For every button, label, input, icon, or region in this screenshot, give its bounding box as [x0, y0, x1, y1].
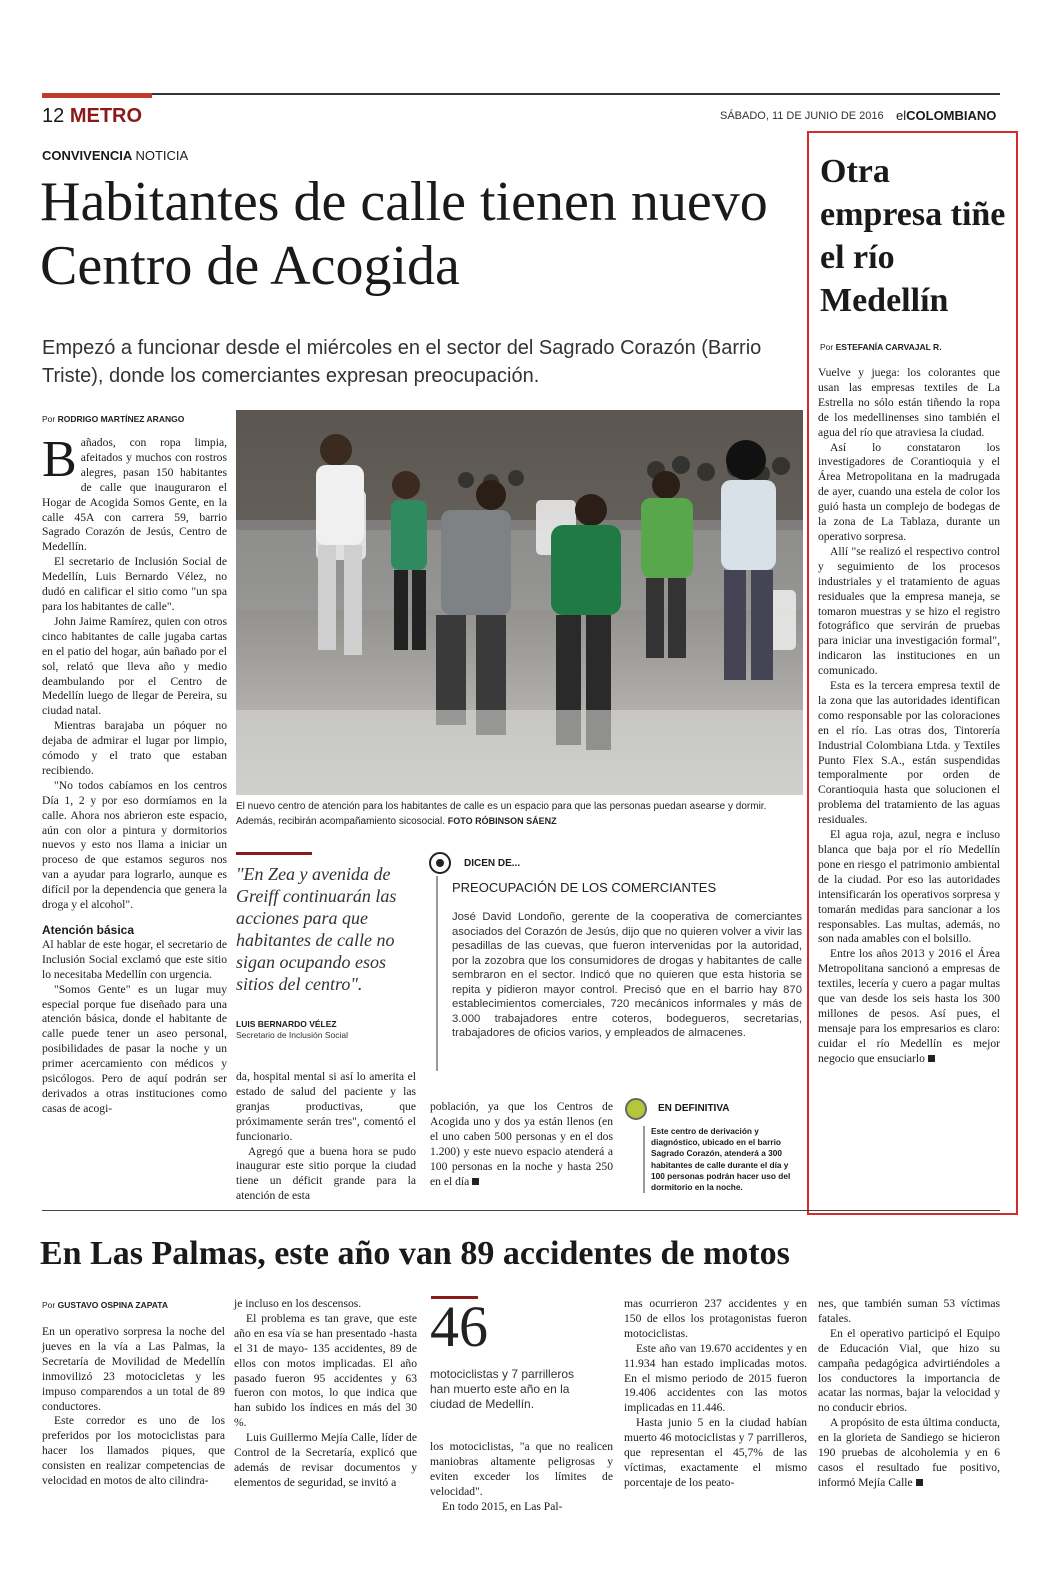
paragraph: Este año van 19.670 accidentes y en 11.934 han estado implicadas motos. En el mismo periodo de 2015 fueron 19.406 accidentes con las motos implicadas en 11.446.	[624, 1341, 807, 1415]
checkered-icon	[625, 1098, 647, 1120]
end-mark	[472, 1178, 479, 1185]
stat-caption: motociclistas y 7 parrilleros han muerto este año en la ciudad de Medellín.	[430, 1367, 575, 1411]
main-headline: Habitantes de calle tienen nuevo Centro de Acogida	[40, 171, 768, 297]
main-column-2	[236, 1070, 416, 1204]
dropcap: B	[42, 431, 77, 488]
main-subhead: Empezó a funcionar desde el miércoles en el sector del Sagrado Corazón (Barrio Triste), donde los comerciantes expresan preocupación.	[42, 337, 762, 387]
paragraph: Así lo constataron los investigadores de Corantioquia y el Área Metropolitana en la madrugada de ayer, cuando una estela de color los guió hasta un complejo de bodegas de la zona de La Tablaza, durante un operativo sorpresa.	[818, 440, 1000, 543]
paragraph: Al hablar de este hogar, el secretario de Inclusión Social exclamó que este sitio lo necesitaba Medellín con urgencia.	[42, 937, 227, 981]
section-divider	[42, 1210, 1000, 1211]
second-column-3	[430, 1440, 613, 1515]
issue-date: SÁBADO, 11 DE JUNIO DE 2016	[720, 110, 884, 122]
paragraph: Este corredor es uno de los preferidos por los motociclistas para hacer los llamados piques, que consisten en realizar competencias de velocidad en motos de alto cilindra-	[42, 1414, 225, 1488]
paragraph: Esta es la tercera empresa textil de la zona que las autoridades identifican como responsable por las coloraciones en el río. Las otras dos, Tintorería Industrial Colombiana Ltda. y Textiles Punto Flex S.A., están suspendidas temporalmente por orden de Corantioquia hasta que solucionen el problema del tratamiento de las aguas residuales.	[818, 679, 1000, 827]
header-rule	[42, 93, 1000, 95]
section-accent-bar	[42, 93, 152, 98]
end-mark	[916, 1479, 923, 1486]
paragraph: Hasta junio 5 en la ciudad habían muerto 46 motociclistas y 7 parrilleros, que representan el 45,7% de las víctimas, exactamente el mismo porcentaje de los peato-	[624, 1416, 807, 1489]
paragraph: Vuelve y juega: los colorantes que usan las empresas textiles de La Estrella no sólo están tiñendo la ropa de los medellinenses sino también el agua del río que atraviesa la ciudad.	[818, 366, 1000, 439]
sidebar-headline: Otra empresa tiñe el río Medellín	[820, 153, 1006, 319]
paragraph: da, hospital mental si así lo amerita el estado de salud del paciente y las granjas productivas, que próximamente serán tres", comentó el funcionario.	[236, 1070, 416, 1143]
quote-bubble-icon	[429, 852, 451, 874]
section-subhead: Atención básica	[42, 923, 135, 937]
main-column-1	[42, 431, 227, 1117]
author-name: ESTEFANÍA CARVAJAL R.	[835, 342, 942, 352]
paragraph: "No todos cabíamos en los centros Día 1, 2 y por eso dormíamos en la calle. Ahora nos abrieron este espacio, aún con olor a pintura y dormitorios nuevos y esto nos llama a iniciar un proceso de que estamos seguros nos van a ayudar para lograrlo, aunque es difícil por la dependencia que genera la droga y el alcohol".	[42, 778, 227, 912]
stat-number: 46	[430, 1294, 488, 1359]
article-photo	[236, 410, 803, 795]
paragraph: Bañados, con ropa limpia, afeitados y muchos con rostros alegres, pasan 150 habitantes de calle que inauguraron el Hogar de Acogida Somos Gente, en la calle 45A con carrera 59, barrio Sagrado Corazón de Jesús, Centro de Medellín.	[42, 431, 227, 554]
paragraph: En el operativo participó el Equipo de Educación Vial, que hizo su campaña pedagógica advirtiéndoles a los conductores la importancia de acatar las normas, bajar la velocidad y no conducir ebrios.	[818, 1326, 1000, 1415]
photo-credit: FOTO RÓBINSON SÁENZ	[447, 816, 557, 826]
page-header	[42, 105, 142, 128]
page-number: 12	[42, 105, 65, 127]
endef-label: EN DEFINITIVA	[658, 1103, 730, 1114]
paragraph: je incluso en los descensos.	[234, 1297, 362, 1310]
paragraph: El agua roja, azul, negra e incluso blanca que baja por el río Medellín pone en riesgo el patrimonio ambiental de la ciudad. Por eso las autoridades intensificarán los operativos sorpresa y tomarán medidas para sancionar a los responsables. Las multas, además, no son nada amables con el bolsillo.	[818, 828, 1000, 946]
dicen-body: José David Londoño, gerente de la cooperativa de comerciantes asociados del Corazón de Jesús, dijo que no quieren volver a vivir las pesadillas de las cuevas, que fueron intervenidas por la autoridad, por la zozobra que los consumidores de drogas y habitantes de calle sembraron en el sector. Indicó que no quieren que esta historia se repita y pidieron mayor control. Precisó que en el barrio hay 870 establecimientos comerciales, 720 mecánicos informales y más de 3.000 trabajadores entre coteros, bodegueros, secretarias, trabajadores de oficios varios, y empleados de almacenes.	[452, 911, 802, 1039]
quote-accent-bar	[236, 852, 312, 855]
second-column-4	[624, 1297, 807, 1491]
second-column-1	[42, 1325, 225, 1489]
main-column-3	[430, 1100, 613, 1189]
dicen-side-rule	[436, 876, 438, 1071]
paragraph: población, ya que los Centros de Acogida uno y dos ya están llenos (en el uno caben 500 personas y en el dos 1.200) y este nuevo espacio atenderá a 100 personas en la noche y hasta 250 en el día	[430, 1100, 613, 1188]
paragraph: Luis Guillermo Mejía Calle, líder de Control de la Secretaría, explicó que además de revisar documentos y elementos de seguridad, se invitó a	[234, 1431, 417, 1489]
quote-author: LUIS BERNARDO VÉLEZ	[236, 1019, 337, 1029]
endef-box: Este centro de derivación y diagnóstico, ubicado en el barrio Sagrado Corazón, atenderá a 300 habitantes de calle durante el día y 100 personas podrán hacer uso del dormitorio en la noche.	[643, 1126, 801, 1193]
quote-author-role: Secretario de Inclusión Social	[236, 1030, 348, 1040]
end-mark	[928, 1055, 935, 1062]
author-name: GUSTAVO OSPINA ZAPATA	[57, 1300, 168, 1310]
second-byline: Por GUSTAVO OSPINA ZAPATA	[42, 1300, 168, 1310]
paragraph: En todo 2015, en Las Pal-	[442, 1499, 563, 1513]
second-headline: En Las Palmas, este año van 89 accidentes de motos	[40, 1235, 790, 1272]
sidebar-body	[818, 366, 1000, 1067]
paragraph: nes, que también suman 53 víctimas fatales.	[818, 1297, 1000, 1325]
main-byline: Por RODRIGO MARTÍNEZ ARANGO	[42, 414, 185, 424]
second-column-5	[818, 1297, 1000, 1491]
paragraph: A propósito de esta última conducta, en la glorieta de Sandiego se hicieron 190 pruebas de alcoholemia y en 6 casos el resultado fue positivo, informó Mejía Calle	[818, 1416, 1000, 1489]
section-name: METRO	[69, 105, 143, 127]
paragraph: El problema es tan grave, que este año en esa vía se han presentado -hasta el 31 de mayo- 135 accidentes, 89 de ellos con motos implicadas. El año pasado fueron 95 accidentes y 63 fueron con motos, lo que indica que han subido los índices en más del 30 %.	[234, 1311, 417, 1430]
kicker-type: NOTICIA	[135, 148, 189, 163]
paragraph: John Jaime Ramírez, quien con otros cinco habitantes de calle jugaba cartas en el patio del hogar, aún bañado por el sol, relató que lleva año y medio deambulando por el Centro de Medellín luego de llegar de Pereira, su ciudad natal.	[42, 614, 227, 718]
photo-caption: El nuevo centro de atención para los habitantes de calle es un espacio para que las personas puedan asearse y dormir. Además, recibirán acompañamiento sicosocial. FOTO RÓBINSON SÁENZ	[236, 801, 767, 827]
sidebar-byline: Por ESTEFANÍA CARVAJAL R.	[820, 342, 942, 352]
kicker-topic: CONVIVENCIA	[42, 148, 132, 163]
paragraph: Entre los años 2013 y 2016 el Área Metropolitana sancionó a empresas de textiles, lecería y cuero a pagar multas que van desde los seis hasta los 300 millones de pesos. Así pues, el mensaje para los empresarios es claro: cuidar el río Medellín es mejor negocio que ensuciarlo	[818, 947, 1000, 1065]
paragraph: los motociclistas, "a que no realicen maniobras altamente peligrosas y eviten exceder los límites de velocidad".	[430, 1440, 613, 1498]
dicen-label: DICEN DE...	[464, 858, 521, 869]
paragraph: Mientras barajaba un póquer no dejaba de admirar el lugar por limpio, cómodo y el trato que estaban recibiendo.	[42, 719, 227, 777]
paragraph: "Somos Gente" es un lugar muy especial porque fue diseñado para una atención básica, donde el habitante de calle puede tener un aseo personal, posibilidades de pasar la noche y un primer acercamiento con médicos y psicólogos. Pero de aquí podrán ser derivados a otras instituciones como casas de acogi-	[42, 982, 227, 1115]
article-kicker	[42, 148, 188, 163]
author-name: RODRIGO MARTÍNEZ ARANGO	[57, 414, 185, 424]
dicen-title: PREOCUPACIÓN DE LOS COMERCIANTES	[452, 880, 717, 895]
paragraph: Agregó que a buena hora se pudo inaugurar este sitio porque la ciudad tiene un déficit grande para la atención de esta	[236, 1144, 416, 1203]
paragraph: mas ocurrieron 237 accidentes y en 150 de ellos los protagonistas fueron motociclistas.	[624, 1297, 807, 1340]
newspaper-logo: elCOLOMBIANO	[896, 108, 997, 123]
paragraph: El secretario de Inclusión Social de Medellín, Luis Bernardo Vélez, no dudó en calificar el sitio como "un spa para los habitantes de calle".	[42, 555, 227, 613]
paragraph: Allí "se realizó el respectivo control y seguimiento de los procesos industriales y el tratamiento de aguas residuales que la empresa maneja, se tomaron muestras y se hizo el registro fotográfico que servirán de pruebas para iniciar una investigación formal", indicaron las instituciones en un comunicado.	[818, 544, 1000, 678]
second-column-2	[234, 1297, 417, 1491]
paragraph: En un operativo sorpresa la noche del jueves en la vía a Las Palmas, la Secretaría de Movilidad de Medellín inmovilizó 23 motocicletas y les impuso comparendos a un total de 89 conductores.	[42, 1325, 225, 1413]
pull-quote: "En Zea y avenida de Greiff continuarán las acciones para que habitantes de calle no sigan ocupando esos sitios del centro".	[236, 864, 397, 994]
